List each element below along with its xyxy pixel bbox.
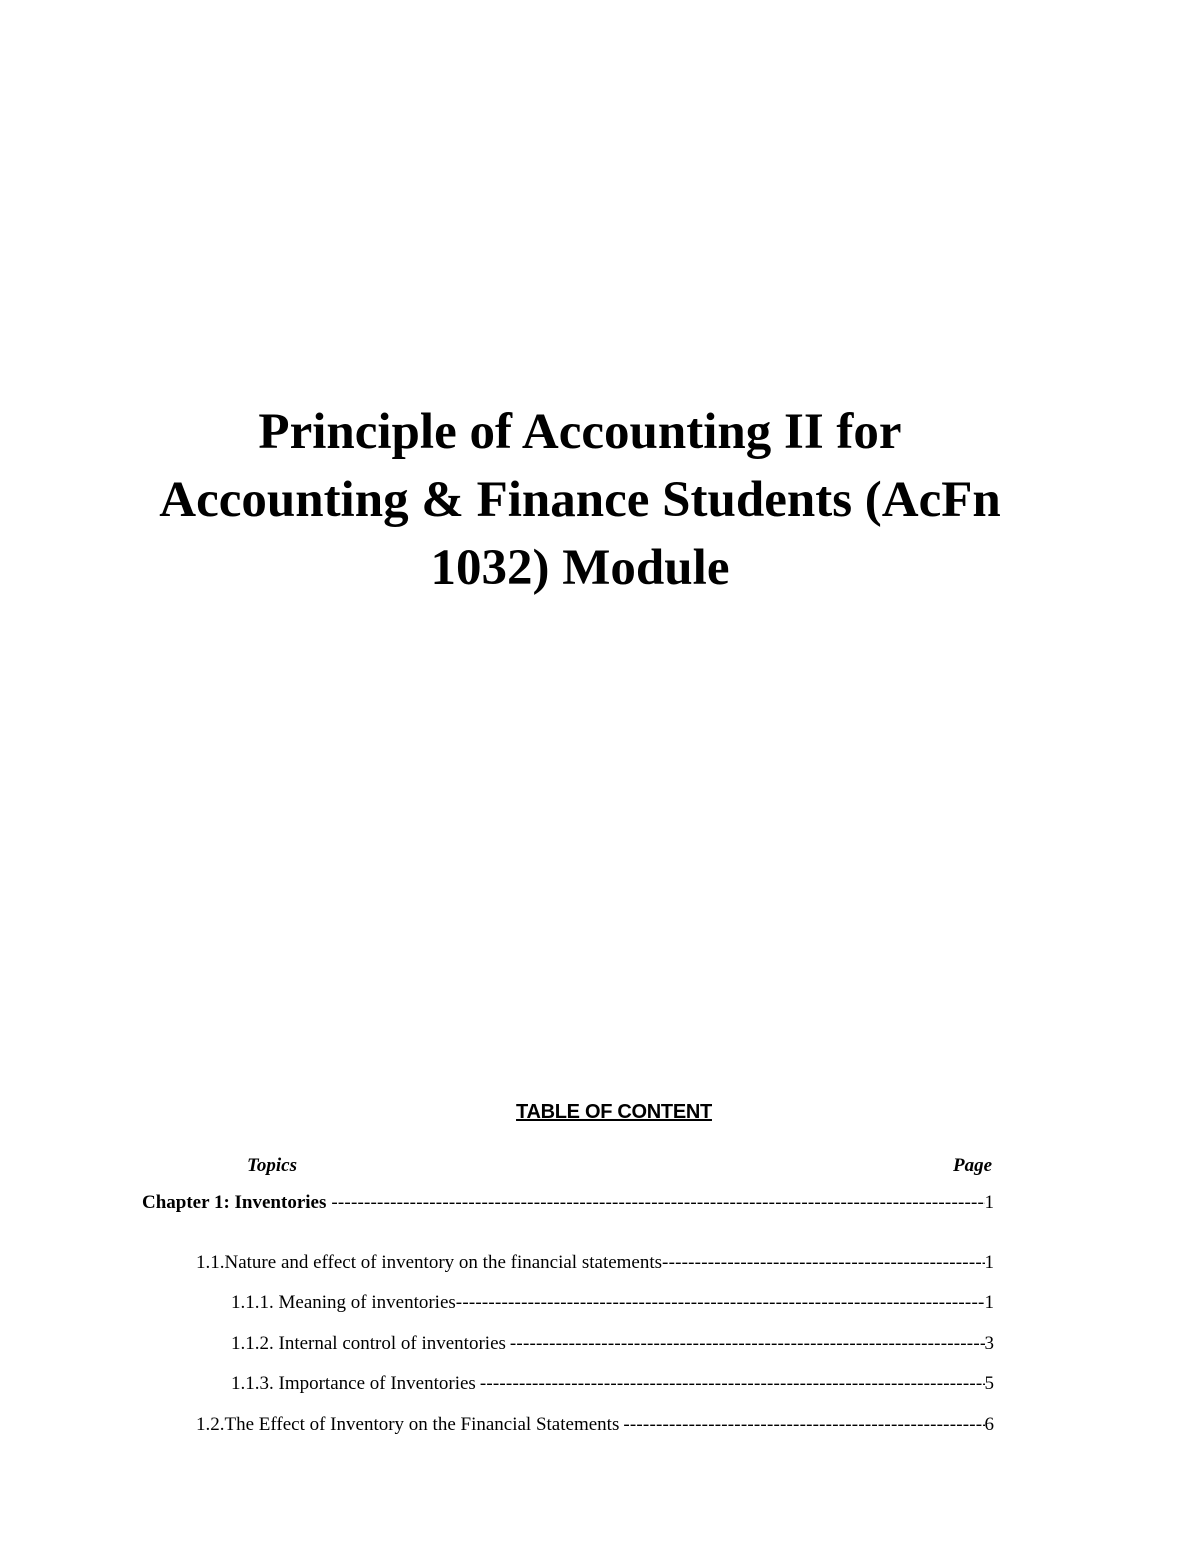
toc-dot-leader [510, 1333, 985, 1355]
toc-entry-1-1-3[interactable] [231, 1373, 994, 1399]
toc-entry-label: 1.1.1. Meaning of inventories [231, 1292, 456, 1313]
toc-entry-label: Chapter 1: Inventories [142, 1192, 327, 1213]
toc-entry-page: 1 [984, 1192, 994, 1213]
toc-dot-leader [480, 1373, 985, 1395]
toc-dot-leader [662, 1252, 984, 1274]
toc-dot-leader [331, 1192, 984, 1214]
toc-entry-label: 1.1.Nature and effect of inventory on the financial statements [196, 1252, 663, 1273]
toc-entry-1-1-2[interactable] [231, 1333, 994, 1359]
toc-entry-page: 1 [984, 1252, 994, 1273]
toc-dot-leader [456, 1292, 985, 1314]
toc-entry-page: 1 [984, 1292, 994, 1313]
toc-entry-page: 3 [984, 1333, 994, 1354]
document-title [0, 398, 1160, 602]
toc-entry-page: 5 [984, 1373, 994, 1394]
toc-entry-1-1-1[interactable] [231, 1292, 994, 1318]
title-line-3: 1032) Module [430, 540, 730, 596]
toc-entry-label: 1.1.2. Internal control of inventories [231, 1333, 506, 1354]
title-line-1: Principle of Accounting II for [258, 404, 902, 460]
toc-column-topics: Topics [247, 1155, 297, 1176]
toc-heading: TABLE OF CONTENT [516, 1101, 712, 1123]
toc-entry-chapter-1[interactable] [142, 1192, 994, 1218]
toc-column-page: Page [953, 1155, 993, 1176]
toc-entry-label: 1.2.The Effect of Inventory on the Financial Statements [196, 1414, 620, 1435]
toc-entry-1-1[interactable] [196, 1252, 994, 1278]
toc-entry-page: 6 [984, 1414, 994, 1435]
toc-dot-leader [623, 1414, 984, 1436]
toc-entry-label: 1.1.3. Importance of Inventories [231, 1373, 476, 1394]
title-line-2: Accounting & Finance Students (AcFn [159, 472, 1001, 528]
toc-entry-1-2[interactable] [196, 1414, 994, 1440]
